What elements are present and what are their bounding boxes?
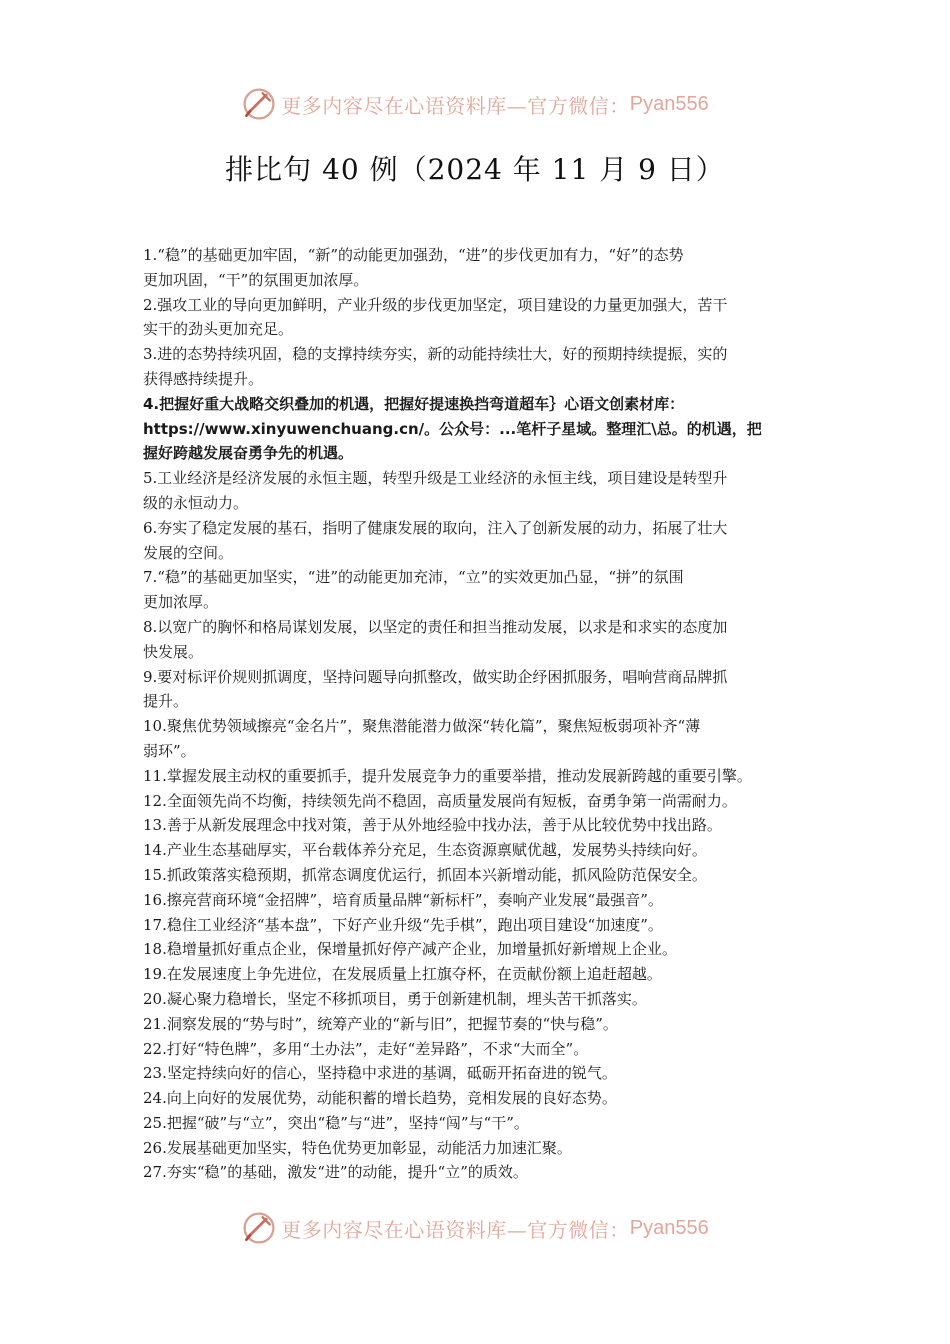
text-line: 5.工业经济是经济发展的永恒主题，转型升级是工业经济的永恒主线，项目建设是转型升 [143,469,728,488]
text-line: 18.稳增量抓好重点企业，保增量抓好停产减产企业，加增量抓好新增规上企业。 [143,940,677,959]
text-line: 弱环”。 [143,741,196,760]
text-line: 11.掌握发展主动权的重要抓手，提升发展竞争力的重要举措，推动发展新跨越的重要引擎。 [143,766,752,785]
text-line: 12.全面领先尚不均衡，持续领先尚不稳固，高质量发展尚有短板，奋勇争第一尚需耐力。 [143,791,737,810]
text-line: 26.发展基础更加坚实，特色优势更加彰显，动能活力加速汇聚。 [143,1138,572,1157]
text-line: 14.产业生态基础厚实，平台载体养分充足，生态资源禀赋优越，发展势头持续向好。 [143,841,707,860]
text-line: 握好跨越发展奋勇争先的机遇。 [143,444,354,463]
text-line: 16.擦亮营商环境“金招牌”，培育质量品牌“新标杆”，奏响产业发展“最强音”。 [143,890,663,909]
text-line: 22.打好“特色牌”，多用“土办法”，走好“差异路”，不求“大而全”。 [143,1039,589,1058]
header-banner [0,84,950,124]
pen-logo-icon [241,86,277,122]
text-line: 快发展。 [143,642,204,661]
text-line: 15.抓政策落实稳预期，抓常态调度优运行，抓固本兴新增动能，抓风险防范保安全。 [143,865,707,884]
text-line: 24.向上向好的发展优势，动能积蓄的增长趋势，竞相发展的良好态势。 [143,1089,617,1108]
text-line: 27.夯实“稳”的基础，激发“进”的动能，提升“立”的质效。 [143,1163,528,1182]
document-body [143,243,811,1185]
text-line: 10.聚焦优势领域擦亮“金名片”，聚焦潜能潜力做深“转化篇”，聚焦短板弱项补齐“薄 [143,717,701,736]
text-line: 4.把握好重大战略交织叠加的机遇，把握好提速换挡弯道超车｝心语文创素材库： [143,394,685,413]
footer-banner [0,1208,950,1248]
text-line: 20.凝心聚力稳增长，坚定不移抓项目，勇于创新建机制，埋头苦干抓落实。 [143,989,647,1008]
text-line: 8.以宽广的胸怀和格局谋划发展，以坚定的责任和担当推动发展，以求是和求实的态度加 [143,617,728,636]
text-line: 提升。 [143,692,189,711]
text-line: 23.坚定持续向好的信心，坚持稳中求进的基调，砥砺开拓奋进的锐气。 [143,1064,617,1083]
text-line: 3.进的态势持续巩固，稳的支撑持续夯实，新的动能持续壮大，好的预期持续提振，实的 [143,345,728,364]
text-line: 1.“稳”的基础更加牢固，“新”的动能更加强劲，“进”的步伐更加有力，“好”的态势 [143,246,684,264]
text-line: 更加巩固，“干”的氛围更加浓厚。 [143,270,369,289]
page-title: 排比句 40 例（2024 年 11 月 9 日） [225,153,725,186]
banner-text: 更多内容尽在心语资料库—官方微信： [281,1217,630,1242]
text-line: 6.夯实了稳定发展的基石，指明了健康发展的取向，注入了创新发展的动力，拓展了壮大 [143,518,728,537]
banner-wechat-id: Pyan556 [629,92,709,115]
text-line: 17.稳住工业经济“基本盘”，下好产业升级“先手棋”，跑出项目建设“加速度”。 [143,915,663,934]
text-line: 更加浓厚。 [143,593,219,612]
banner-text: 更多内容尽在心语资料库—官方微信： [281,93,630,118]
text-line: https://www.xinyuwenchuang.cn/。公众号：...笔杆子星域。整理汇\总。的机遇，把 [143,419,762,438]
pen-logo-icon [241,1210,277,1246]
text-line: 获得感持续提升。 [143,369,264,388]
text-line: 21.洞察发展的“势与时”，统筹产业的“新与旧”，把握节奏的“快与稳”。 [143,1014,618,1033]
text-line: 级的永恒动力。 [143,493,249,512]
text-line: 实干的劲头更加充足。 [143,320,294,339]
text-line: 25.把握“破”与“立”，突出“稳”与“进”，坚持“闯”与“干”。 [143,1113,529,1132]
text-line: 7.“稳”的基础更加坚实，“进”的动能更加充沛，“立”的实效更加凸显，“拼”的氛围 [143,568,684,587]
text-line: 19.在发展速度上争先进位，在发展质量上扛旗夺杯，在贡献份额上追赶超越。 [143,965,662,984]
text-line: 9.要对标评价规则抓调度，坚持问题导向抓整改，做实助企纾困抓服务，唱响营商品牌抓 [143,667,728,686]
text-line: 2.强攻工业的导向更加鲜明，产业升级的步伐更加坚定，项目建设的力量更加强大，苦干 [143,295,728,314]
banner-wechat-id: Pyan556 [629,1216,709,1239]
text-line: 13.善于从新发展理念中找对策，善于从外地经验中找办法，善于从比较优势中找出路。 [143,816,722,835]
text-line: 发展的空间。 [143,543,234,562]
